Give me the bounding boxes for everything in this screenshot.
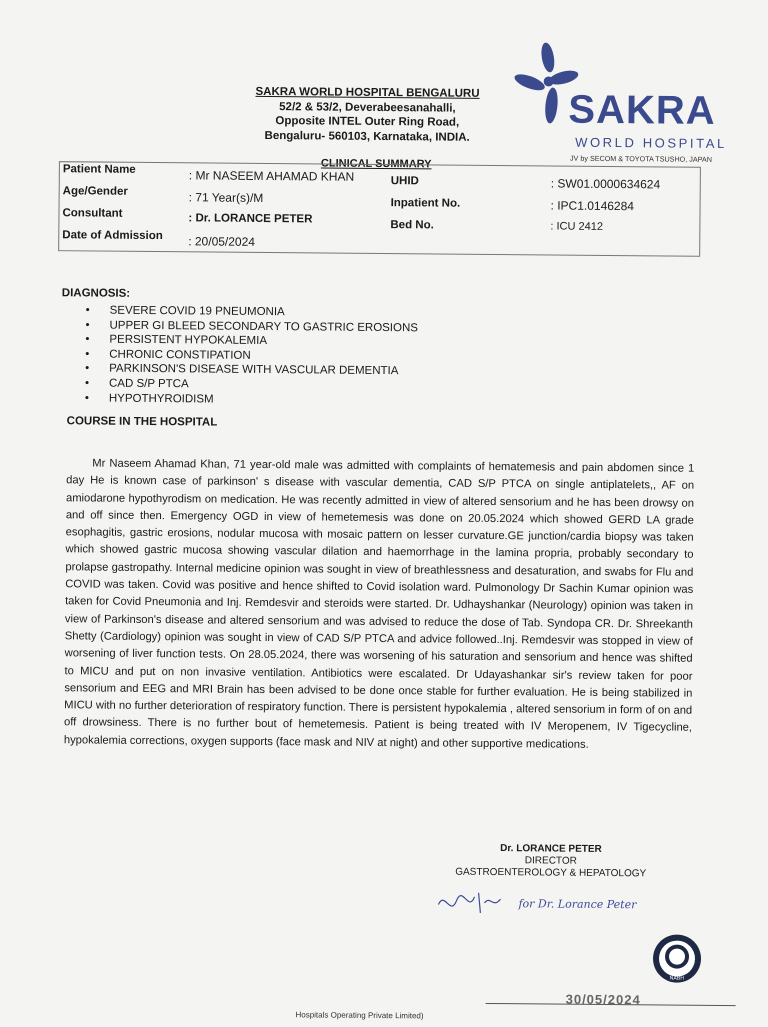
address-line-3: Bengaluru- 560103, Karnataka, INDIA. xyxy=(264,129,470,144)
consultant-label: Consultant xyxy=(62,207,123,220)
footer-stamp: 30/05/2024 xyxy=(565,991,641,1008)
sakra-logo xyxy=(503,37,740,169)
bed-value: : ICU 2412 xyxy=(550,220,604,233)
logo-subtitle: WORLD HOSPITAL xyxy=(575,134,727,152)
diagnosis-item: • UPPER GI BLEED SECONDARY TO GASTRIC EROSIONS xyxy=(85,318,418,335)
diagnosis-list xyxy=(85,303,418,408)
signatory-block xyxy=(451,843,651,881)
inpatient-label: Inpatient No. xyxy=(390,197,461,210)
diagnosis-item: • CAD S/P PTCA xyxy=(85,376,418,393)
footer-company: Hospitals Operating Private Limited) xyxy=(295,1010,424,1021)
nabh-seal-icon xyxy=(651,932,703,984)
course-heading: COURSE IN THE HOSPITAL xyxy=(66,415,218,429)
age-gender-value: : 71 Year(s)/M xyxy=(188,190,264,205)
diagnosis-item: • SEVERE COVID 19 PNEUMONIA xyxy=(86,303,419,320)
document-title: CLINICAL SUMMARY xyxy=(320,157,432,171)
signatory-title: DIRECTOR xyxy=(524,855,577,867)
admission-date-value: : 20/05/2024 xyxy=(188,234,256,249)
seal-label: NABH xyxy=(669,975,685,982)
patient-name-value: : Mr NASEEM AHAMAD KHAN xyxy=(188,168,355,184)
diagnosis-item: • HYPOTHYROIDISM xyxy=(85,391,418,408)
signature-text: for Dr. Lorance Peter xyxy=(518,897,637,912)
consultant-value: : Dr. LORANCE PETER xyxy=(188,212,313,226)
diagnosis-item: • PERSISTENT HYPOKALEMIA xyxy=(85,333,418,350)
address-line-1: 52/2 & 53/2, Deverabeesanahalli, xyxy=(279,100,456,115)
uhid-label: UHID xyxy=(390,175,419,188)
inpatient-value: : IPC1.0146284 xyxy=(550,198,635,214)
signatory-department: GASTROENTEROLOGY & HEPATOLOGY xyxy=(455,866,647,880)
address-line-2: Opposite INTEL Outer Ring Road, xyxy=(275,115,460,129)
course-text: Mr Naseem Ahamad Khan, 71 year-old male was admitted with complaints of hematemesis and pain abdomen since 1 day He is known case of parkinson' s disease with vascular dementia, CAD S/P PTCA on single antiplatelets,, AF on amiodarone hypothyrodism on medication. He was recently admitted in view of altered sensorium and he has been drowsy on and off since then. Emergency OGD in view of hemetemesis was done on 20.05.2024 which showed GERD LA grade esophagitis, gastric erosions, nodular mucosa with mosaic pattern on lesser curvature.GE junction/cardia biopsy was taken which showed gastric mucosa showing vascular dilation and haemorrhage in the lamina propria, probably secondary to prolapse gastropathy. Internal medicine opinion was sought in view of breathlessness and desaturation, and swabs for Flu and COVID was taken. Covid was positive and hence shifted to Covid isolation ward. Pulmonology Dr Sachin Kumar opinion was taken for Covid Pneumonia and Inj. Remdesvir and steroids were started. Dr. Udhayshankar (Neurology) opinion was taken in view of Parkinson's disease and altered sensorium and was advised to reduce the dose of Tab. Syndopa CR. Dr. Shreekanth Shetty (Cardiology) opinion was sought in view of CAD S/P PTCA and advice followed..Inj. Remdesvir was stopped in view of worsening of liver function tests. On 28.05.2024, there was worsening of his saturation and sensorium and hence was shifted to MICU and put on non invasive ventilation. Antibiotics were escalated. Dr Udayashankar sir's review taken for poor sensorium and EEG and MRI Brain has been advised to be done once stable for further evaluation. He is being stabilized in MICU with no further deterioration of respiratory function. There is persistent hypokalemia , altered sensorium in form of on and off drowsiness. There is no further bout of hemetemesis. Patient is being treated with IV Meropenem, IV Tigecycline, hypokalemia corrections, oxygen supports (face mask and NIV at night) and other supportive medications. xyxy=(63,457,695,751)
hospital-address-block xyxy=(247,85,487,145)
diagnosis-heading: DIAGNOSIS: xyxy=(61,287,131,300)
admission-date-label: Date of Admission xyxy=(62,229,163,243)
diagnosis-item: • CHRONIC CONSTIPATION xyxy=(85,347,418,364)
diagnosis-item: • PARKINSON'S DISEASE WITH VASCULAR DEMENTIA xyxy=(85,362,418,379)
logo-jv-text: JV by SECOM & TOYOTA TSUSHO, JAPAN xyxy=(569,153,712,164)
uhid-value: : SW01.0000634624 xyxy=(550,176,661,192)
logo-wordmark: SAKRA xyxy=(568,87,716,133)
hospital-name: SAKRA WORLD HOSPITAL BENGALURU xyxy=(255,85,480,100)
signatory-name: Dr. LORANCE PETER xyxy=(500,843,602,855)
bed-label: Bed No. xyxy=(390,219,434,232)
patient-name-label: Patient Name xyxy=(62,163,136,176)
age-gender-label: Age/Gender xyxy=(62,185,128,198)
signature-icon xyxy=(430,882,680,924)
